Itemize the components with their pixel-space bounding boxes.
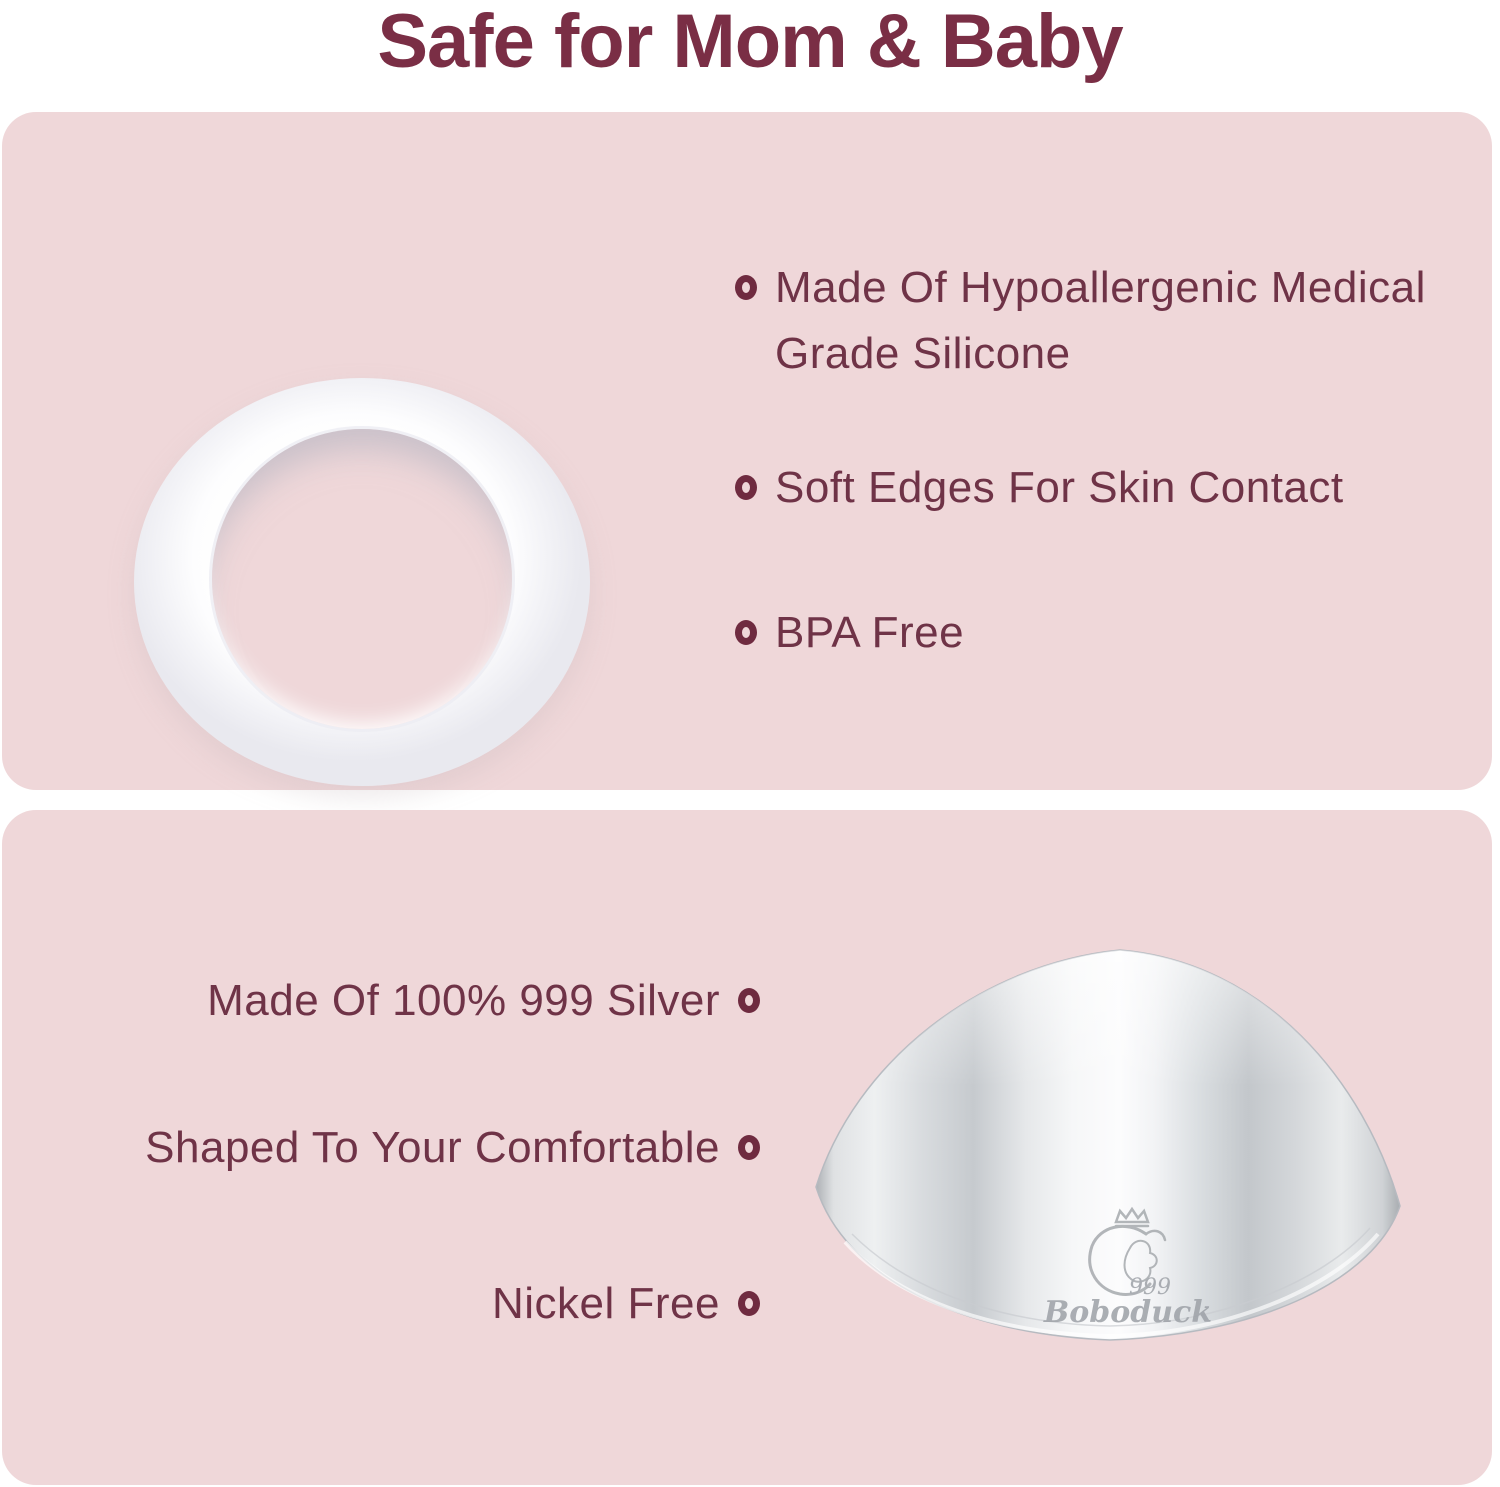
bullet-icon — [738, 1291, 760, 1316]
bullet-icon — [738, 1135, 760, 1160]
feature-text: Nickel Free — [492, 1279, 720, 1328]
feature-item — [735, 255, 1492, 387]
feature-text: Made Of 100% 999 Silver — [207, 976, 720, 1025]
feature-text: Made Of Hypoallergenic Medical Grade Silicone — [775, 263, 1426, 378]
bullet-icon — [735, 620, 757, 645]
bullet-icon — [738, 988, 760, 1013]
page-title: Safe for Mom & Baby — [377, 0, 1123, 84]
silver-cup-image — [810, 942, 1406, 1346]
feature-text: Shaped To Your Comfortable — [145, 1123, 720, 1172]
feature-item — [2, 1271, 760, 1337]
silicone-ring-image — [134, 378, 590, 786]
feature-item — [2, 1115, 760, 1181]
feature-text: Soft Edges For Skin Contact — [775, 463, 1344, 512]
bullet-icon — [735, 475, 757, 500]
feature-item — [2, 968, 760, 1034]
feature-text: BPA Free — [775, 608, 965, 657]
top-panel — [2, 112, 1492, 790]
feature-item — [735, 600, 964, 666]
cup-top-sheen — [816, 950, 1400, 1340]
ring-hole — [212, 429, 512, 729]
bullet-icon — [735, 275, 757, 300]
feature-item — [735, 455, 1344, 521]
engraving-purity: 999 — [1129, 1275, 1171, 1300]
engraving-brand: Boboduck — [1043, 1295, 1213, 1330]
